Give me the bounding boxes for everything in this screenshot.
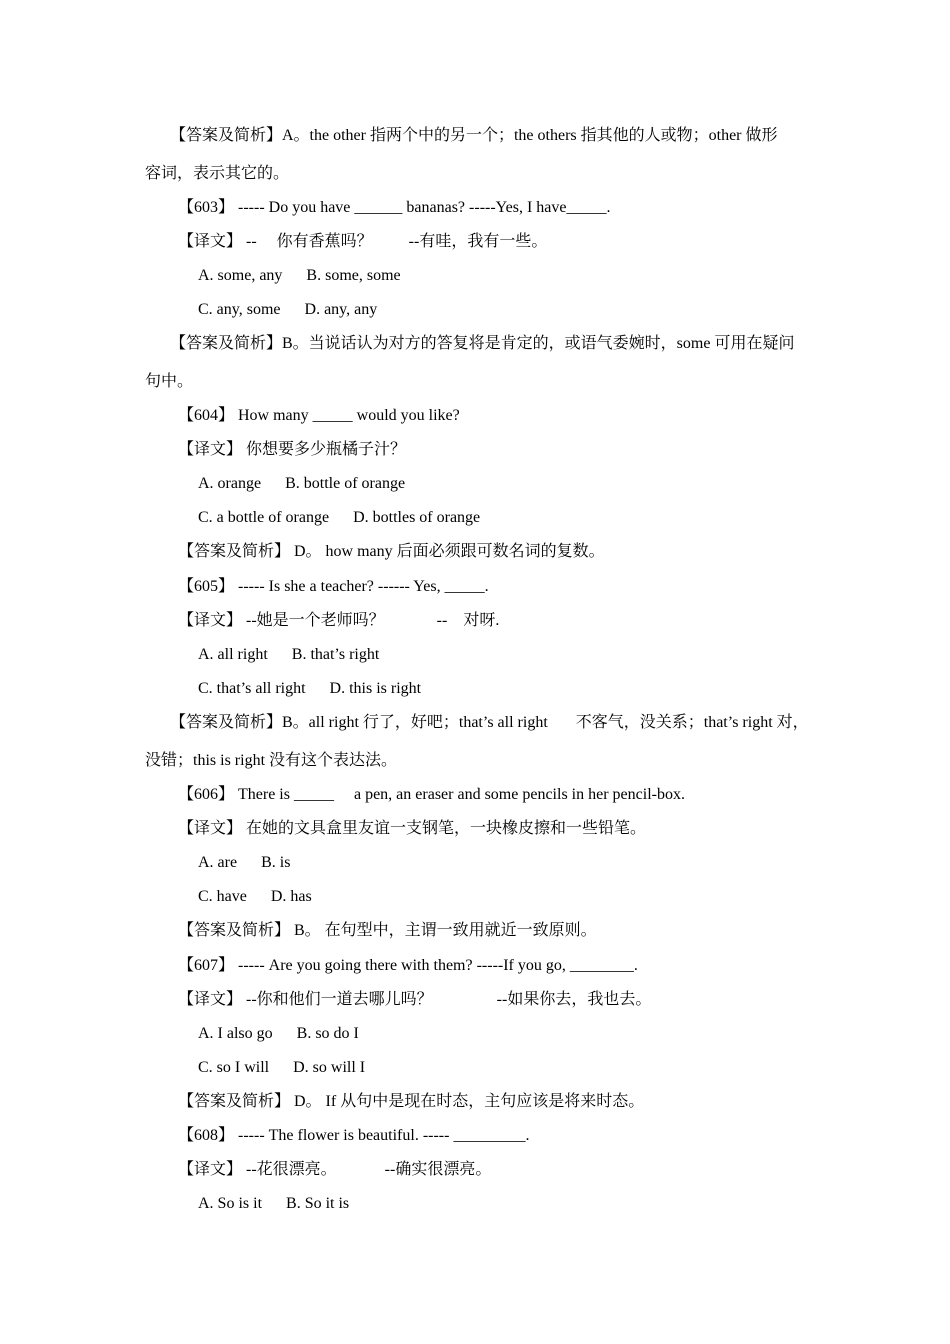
options-605-cd: C. that’s all right D. this is right	[198, 680, 422, 697]
answer-line-602: 【答案及简析】A。the other 指两个中的另一个；the others 指其他的人或物；other 做形	[170, 127, 778, 144]
options-603-ab: A. some, any B. some, some	[198, 267, 401, 284]
answer-605-cont: 没错；this is right 没有这个表达法。	[145, 752, 398, 769]
translation-605: 【译文】 --她是一个老师吗？ -- 对呀.	[178, 612, 500, 629]
question-604: 【604】 How many _____ would you like?	[178, 407, 460, 424]
options-605-ab: A. all right B. that’s right	[198, 646, 380, 663]
answer-603: 【答案及简析】B。当说话认为对方的答复将是肯定的，或语气委婉时，some 可用在疑问	[170, 335, 795, 352]
answer-605: 【答案及简析】B。all right 行了，好吧；that’s all right 不客气，没关系；that’s right 对，	[170, 714, 809, 731]
options-608-ab: A. So is it B. So it is	[198, 1195, 350, 1212]
question-607: 【607】 ----- Are you going there with them? -----If you go, ________.	[178, 957, 638, 974]
options-607-cd: C. so I will D. so will I	[198, 1059, 366, 1076]
answer-606: 【答案及简析】 B。 在句型中，主谓一致用就近一致原则。	[178, 922, 597, 939]
translation-606: 【译文】 在她的文具盒里友谊一支钢笔，一块橡皮擦和一些铅笔。	[178, 820, 647, 837]
question-606: 【606】 There is _____ a pen, an eraser and some pencils in her pencil-box.	[178, 786, 685, 803]
options-606-cd: C. have D. has	[198, 888, 312, 905]
question-605: 【605】 ----- Is she a teacher? ------ Yes, _____.	[178, 578, 489, 595]
options-607-ab: A. I also go B. so do I	[198, 1025, 359, 1042]
options-603-cd: C. any, some D. any, any	[198, 301, 378, 318]
translation-607: 【译文】 --你和他们一道去哪儿吗？ --如果你去，我也去。	[178, 991, 652, 1008]
options-604-ab: A. orange B. bottle of orange	[198, 475, 406, 492]
answer-607: 【答案及简析】 D。 If 从句中是现在时态，主句应该是将来时态。	[178, 1093, 645, 1110]
translation-604: 【译文】 你想要多少瓶橘子汁？	[178, 441, 407, 458]
options-604-cd: C. a bottle of orange D. bottles of orange	[198, 509, 481, 526]
translation-603: 【译文】 -- 你有香蕉吗？ --有哇，我有一些。	[178, 233, 548, 250]
options-606-ab: A. are B. is	[198, 854, 291, 871]
translation-608: 【译文】 --花很漂亮。 --确实很漂亮。	[178, 1161, 492, 1178]
question-603: 【603】 ----- Do you have ______ bananas? -----Yes, I have_____.	[178, 199, 611, 216]
answer-line-602-cont: 容词，表示其它的。	[145, 165, 290, 182]
answer-604: 【答案及简析】 D。 how many 后面必须跟可数名词的复数。	[178, 543, 605, 560]
answer-603-cont: 句中。	[145, 373, 194, 390]
question-608: 【608】 ----- The flower is beautiful. ----- _________.	[178, 1127, 530, 1144]
